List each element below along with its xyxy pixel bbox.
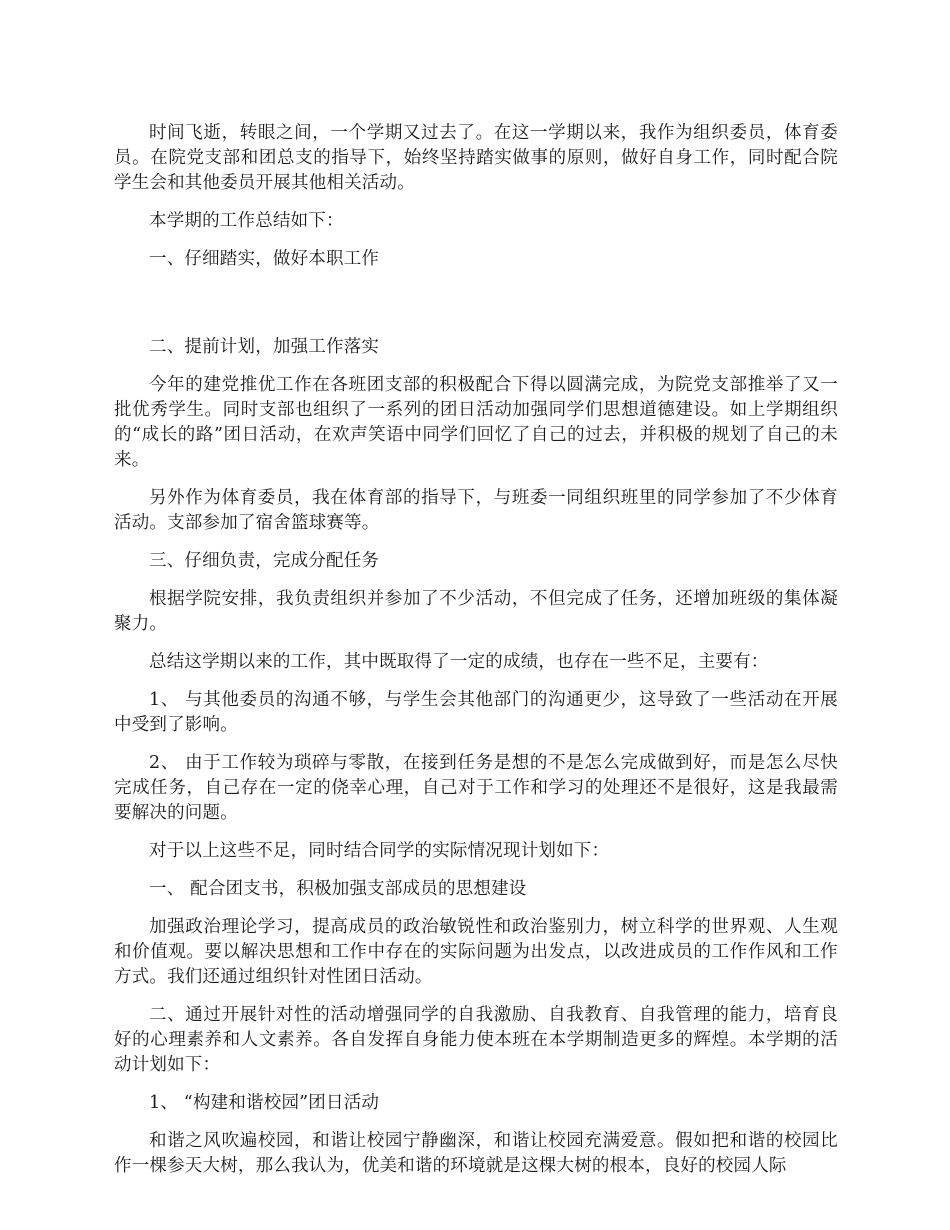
plan-heading-1: 一、 配合团支书，积极加强支部成员的思想建设 <box>149 879 527 899</box>
summary-heading: 本学期的工作总结如下： <box>149 211 344 231</box>
body-paragraph: 今年的建党推优工作在各班团支部的积极配合下得以圆满完成，为院党支部推举了又一批优秀学生。同时支部也组织了一系列的团日活动加强同学们思想道德建设。如上学期组织的“成长的路”团日活动，在欢声笑语中同学们回忆了自己的过去，并积极的规划了自己的未来。 <box>114 375 838 470</box>
body-paragraph: 另外作为体育委员，我在体育部的指导下，与班委一同组织班里的同学参加了不少体育活动。支部参加了宿舍篮球赛等。 <box>114 488 838 533</box>
body-paragraph: 总结这学期以来的工作，其中既取得了一定的成绩，也存在一些不足，主要有： <box>149 652 769 672</box>
list-item: 2、 由于工作较为琐碎与零散，在接到任务是想的不是怎么完成做到好，而是怎么尽快完成任务，自己存在一定的侥幸心理，自己对于工作和学习的处理还不是很好，这是我最需要解决的问题。 <box>114 753 838 823</box>
body-paragraph: 加强政治理论学习，提高成员的政治敏锐性和政治鉴别力，树立科学的世界观、人生观和价值观。要以解决思想和工作中存在的实际问题为出发点，以改进成员的工作作风和工作方式。我们还通过组织针对性团日活动。 <box>114 917 838 987</box>
section-heading-1: 一、仔细踏实，做好本职工作 <box>149 249 380 269</box>
list-item: 1、 与其他委员的沟通不够，与学生会其他部门的沟通更少，这导致了一些活动在开展中受到了影响。 <box>114 690 838 735</box>
intro-paragraph: 时间飞逝，转眼之间，一个学期又过去了。在这一学期以来，我作为组织委员，体育委员。在院党支部和团总支的指导下，始终坚持踏实做事的原则，做好自身工作，同时配合院学生会和其他委员开展其他相关活动。 <box>114 123 838 193</box>
body-paragraph: 对于以上这些不足，同时结合同学的实际情况现计划如下： <box>149 841 610 861</box>
body-paragraph: 根据学院安排，我负责组织并参加了不少活动，不但完成了任务，还增加班级的集体凝聚力。 <box>114 589 838 634</box>
section-heading-2: 二、提前计划，加强工作落实 <box>149 337 380 357</box>
plan-heading-2: 二、通过开展针对性的活动增强同学的自我激励、自我教育、自我管理的能力，培育良好的心理素养和人文素养。各自发挥自身能力使本班在本学期制造更多的辉煌。本学期的活动计划如下： <box>114 1005 838 1075</box>
activity-heading: 1、 “构建和谐校园”团日活动 <box>149 1093 380 1113</box>
section-heading-3: 三、仔细负责，完成分配任务 <box>149 551 380 571</box>
body-paragraph: 和谐之风吹遍校园，和谐让校园宁静幽深，和谐让校园充满爱意。假如把和谐的校园比作一棵参天大树，那么我认为，优美和谐的环境就是这棵大树的根本，良好的校园人际 <box>114 1131 838 1176</box>
document-body <box>114 121 838 1192</box>
